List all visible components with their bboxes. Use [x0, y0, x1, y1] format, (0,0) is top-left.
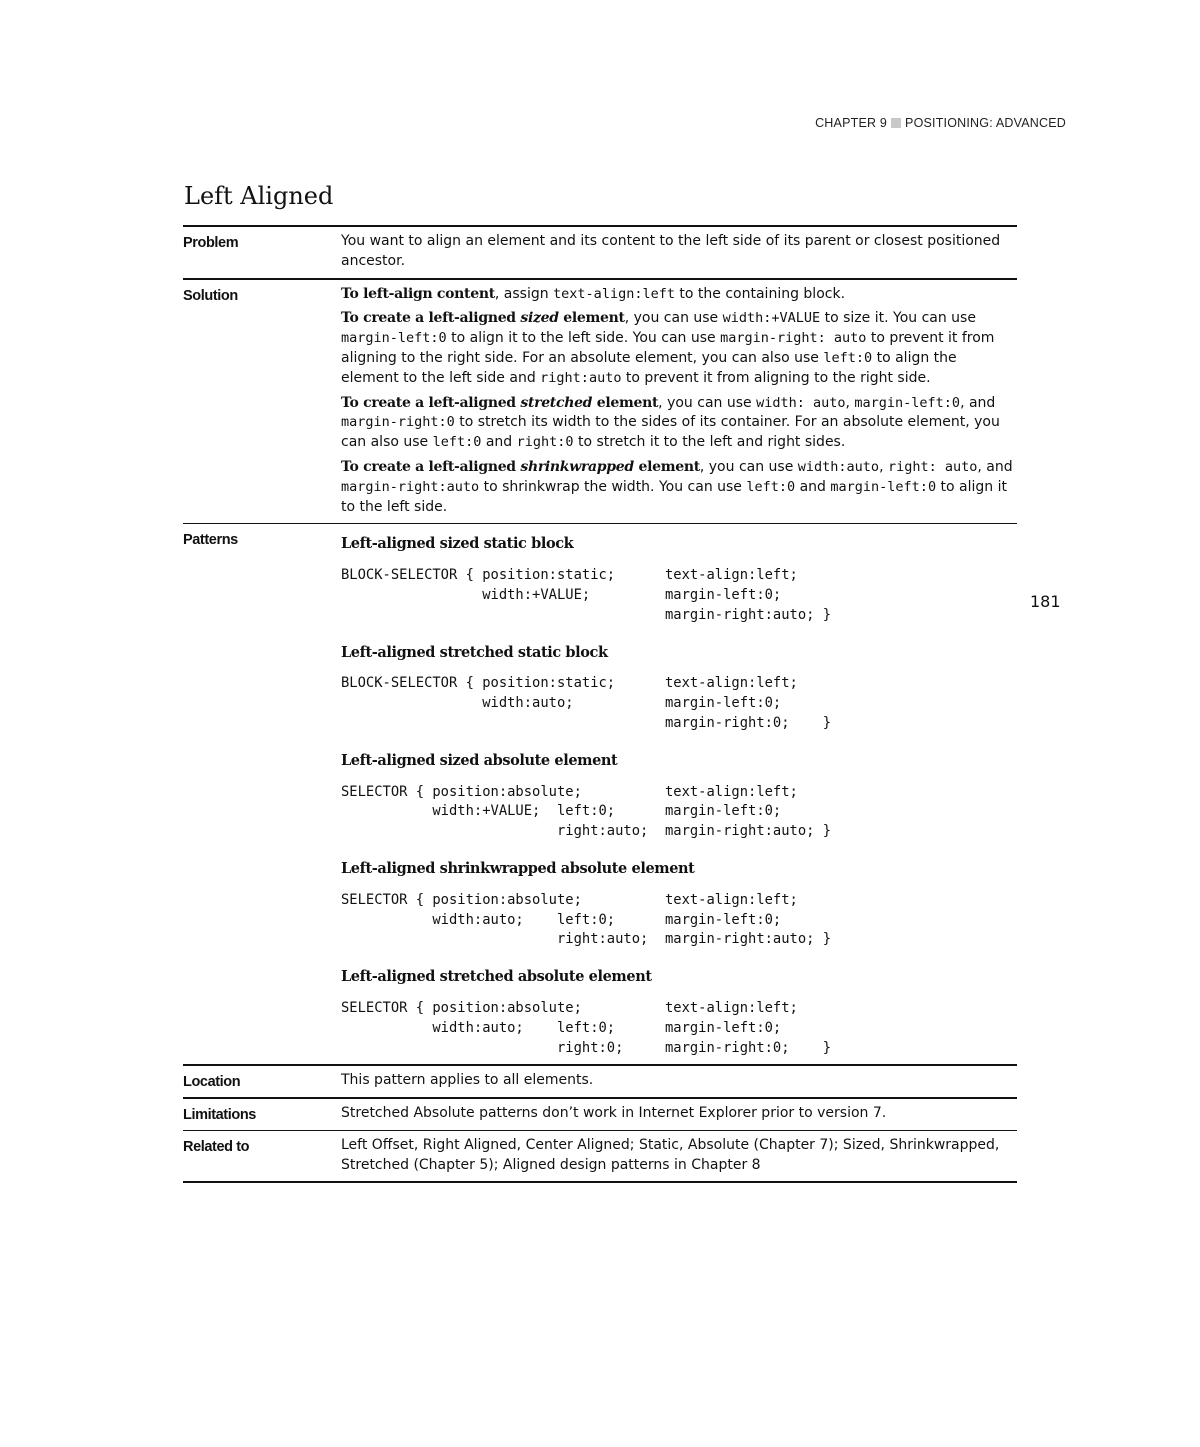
- row-limitations: [183, 1099, 1017, 1131]
- row-label-related: Related to: [183, 1138, 250, 1155]
- solution-paragraph: To create a left-aligned stretched element, you can use width: auto, margin-left:0, and margin-right:0 to stretch its width to the sides of its container. For an absolute element, you can also use left:0 and right:0 to stretch it to the left and right sides.: [341, 394, 1000, 451]
- header-section: POSITIONING: ADVANCED: [905, 116, 1066, 130]
- code-block: SELECTOR { position:absolute; text-align:left; width:+VALUE; left:0; margin-left:0; right:auto; margin-right:auto; }: [341, 783, 832, 840]
- code-block: BLOCK-SELECTOR { position:static; text-align:left; width:auto; margin-left:0; margin-right:0; }: [341, 675, 832, 731]
- patterns-body: [341, 524, 1017, 1064]
- solution-paragraph: To left-align content, assign text-align:left to the containing block.: [341, 285, 846, 302]
- related-text: Left Offset, Right Aligned, Center Aligned; Static, Absolute (Chapter 7); Sized, Shrinkwrapped, Stretched (Chapter 5); Aligned design patterns in Chapter 8: [341, 1136, 1000, 1173]
- location-text: This pattern applies to all elements.: [341, 1072, 594, 1089]
- row-location: [183, 1066, 1017, 1099]
- row-label-limitations: Limitations: [183, 1107, 256, 1124]
- solution-paragraph: To create a left-aligned shrinkwrapped element, you can use width:auto, right: auto, and margin-right:auto to shrinkwrap the width. You can use left:0 and margin-left:0 to align it to the left side.: [341, 458, 1013, 515]
- problem-text: You want to align an element and its content to the left side of its parent or closest positioned ancestor.: [341, 233, 1001, 269]
- code-block: BLOCK-SELECTOR { position:static; text-align:left; width:+VALUE; margin-left:0; margin-right:auto; }: [341, 567, 832, 623]
- row-label-location: Location: [183, 1074, 241, 1091]
- row-patterns: [183, 524, 1017, 1066]
- row-problem: [183, 227, 1017, 280]
- header-square-icon: [891, 118, 901, 128]
- code-block: SELECTOR { position:absolute; text-align:left; width:auto; left:0; margin-left:0; right:0; margin-right:0; }: [341, 999, 832, 1056]
- pattern-heading: Left-aligned stretched static block: [341, 643, 608, 661]
- running-header: [815, 116, 1066, 130]
- row-label-solution: Solution: [183, 287, 238, 304]
- row-label-patterns: Patterns: [183, 532, 238, 549]
- code-block: SELECTOR { position:absolute; text-align:left; width:auto; left:0; margin-left:0; right:auto; margin-right:auto; }: [341, 891, 832, 948]
- solution-paragraph: To create a left-aligned sized element, you can use width:+VALUE to size it. You can use margin-left:0 to align it to the left side. You can use margin-right: auto to prevent it from aligning to the right side. For an absolute element, you can also use left:0 to align the element to the left side and right:auto to prevent it from aligning to the right side.: [341, 310, 995, 386]
- row-solution: [183, 280, 1017, 525]
- limitations-text: Stretched Absolute patterns don’t work in Internet Explorer prior to version 7.: [341, 1105, 887, 1122]
- solution-body: [341, 280, 1017, 524]
- page-number: 181: [1030, 592, 1061, 611]
- row-label-problem: Problem: [183, 235, 239, 251]
- page-title: Left Aligned: [184, 182, 334, 210]
- header-chapter: CHAPTER 9: [815, 116, 888, 130]
- pattern-heading: Left-aligned sized static block: [341, 535, 574, 553]
- pattern-heading: Left-aligned sized absolute element: [341, 751, 618, 769]
- pattern-heading: Left-aligned stretched absolute element: [341, 968, 652, 986]
- row-related: [183, 1131, 1017, 1184]
- pattern-table: [183, 225, 1017, 1183]
- pattern-heading: Left-aligned shrinkwrapped absolute element: [341, 859, 695, 877]
